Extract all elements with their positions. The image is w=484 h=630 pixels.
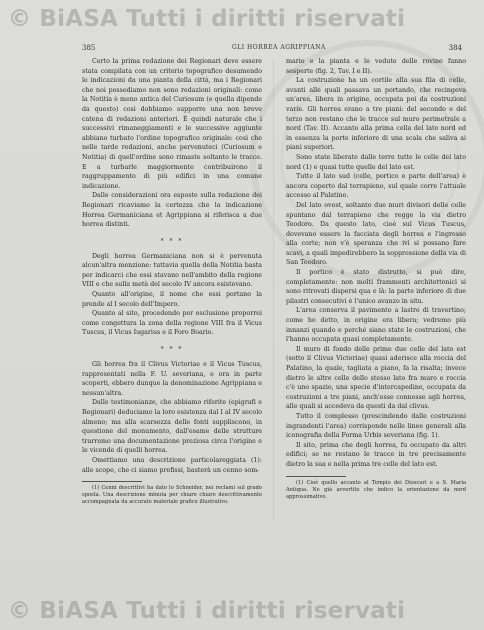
paragraph: Tutte il lato sud (celle, portico e parte dell'area) è ancora coperto dal terrapieno, sul quale corre l'attuale accesso al Palatino. bbox=[286, 173, 466, 200]
footnote-rule bbox=[286, 476, 346, 477]
right-column bbox=[286, 57, 466, 501]
paragraph: Certo la prima redazione dei Regionari deve essere stata compilata con un criterio topografico desumendo le indicazioni da una pianta della città, ma i Regionari che noi possediamo non sono redazioni originali: come la Notitia è meno antica del Curiosum (e quella dipende da questo) così dobbiamo supporre una non breve catena di redazioni anteriori. È quindi naturale che i successivi rimaneggiamenti e le successive aggiunte abbiano turbato l'ordine topografico originale: così che nelle tarde redazioni, anche pervenuteci (Curiosum e Notitia) di quell'ordine sono rimaste soltanto le tracce. E a turbarle maggiormente contribuirono il raggruppamento di più edifici in una comune indicazione. bbox=[82, 58, 262, 190]
paragraph: Quanto al sito, procedendo per esclusione proporrei come congettura la zona della regione VIII fra il Vicus Tuscus, il Vicus Iugarius e il Foro Boario. bbox=[82, 310, 262, 337]
running-title: GLI HORREA AGRIPPIANA bbox=[232, 44, 326, 51]
paragraph: Il portico è stato distrutto, si può dire, completamente: non molti frammenti architettonici si sono ritrovati dispersi qua e là: la parte inferiore di due pilastri consecutivi è l'unico avanzo in situ. bbox=[286, 269, 466, 305]
paragraph: Del lato ovest, soltanto due muri divisori delle celle spuntano dal terrapieno che regge la via dietro Teodoro. Da questo lato, cioè sul Vicus Tuscus, dovevano essere la facciata degli horrea e l'ingresso alla corte; non v'è speranza che ivi si possano fare scavi, a quali impedirebbero la soppressione della via di San Teodoro. bbox=[286, 201, 466, 267]
footnote: (1) Cioè quello accanto al Tempio dei Dioscuri e a S. Maria Antiqua. Ne già avvertito che indico la orientazione da nord approssimativo. bbox=[286, 479, 466, 500]
watermark-bottom: © BiASA Tutti i diritti riservati bbox=[8, 598, 406, 624]
watermark-top: © BiASA Tutti i diritti riservati bbox=[8, 6, 406, 32]
paragraph: Il muro di fondo delle prime due celle del lato est (sotto il Clivus Victoriae) quasi aderisce alla roccia del Palatino, la quale, tagliata a piano, fa la risalta; invece dietro le altre celle dello stesso lato fra muro e roccia c'è uno spazio, una specie d'intercapedine, occupata da costruzioni a tre piani, anch'esse connesse agli horrea, alle quali si accedeva da questi da dal clivus. bbox=[286, 345, 466, 411]
page-number-right: 384 bbox=[448, 44, 462, 52]
paragraph: La costruzione ha un cortile alla sua fila di celle, avanti alle quali passava un portando, che recingeva un'area, libera in origine, occupata poi da costruzioni varie. Gli horrea erano a tre piani: del secondo e del terzo non restano che le tracce sul muro perimetrale a nord (Tav. II). Accanto alla prima cella del lato nord ed in essenza la porte inferiore di una scala che saliva ai piani superiori. bbox=[286, 77, 466, 152]
left-column bbox=[82, 57, 262, 506]
paragraph: Degli horrea Germaniciana non si è pervenuta alcun'altra menzione: tuttavia quella della Notitia basta per indicarci che essi stavano nell'ambito della regione VIII e che sulla metà del secolo IV ancora esistevano. bbox=[82, 252, 262, 289]
section-separator: * * * bbox=[160, 346, 184, 354]
paragraph: Dalle testimonianze, che abbiamo riferite (epigrafi e Regionari) deduciamo la loro esistenza dal I al IV secolo almeno; ma alla scarsezza delle fonti suppliscono, in questione del monumento, dall'esame delle strutture trarremo una documentazione preziosa circa l'origine e le vicende di quelli horrea. bbox=[82, 399, 262, 455]
page-header bbox=[82, 44, 462, 56]
paragraph: Il sito, prima che degli horrea, fu occupato da altri edifici; se ne restano le tracce in tre precisamente dietro la sua e nella prima tre celle del lato est. bbox=[286, 441, 466, 468]
paragraph: L'area conserva il pavimento a lastre di travertino; come ho detto, in origine era libera; vedremo più innanzi quando e perché siano state le costruzioni, che l'hanno occupata quasi completamente. bbox=[286, 307, 466, 344]
footnote: (1) Cenni descrittivi ha dato lo Schneider, nei reclami sul grado sposta. Una descrizione minuta per chiaro chiaro descrittivamente accompagnata da accurato materiale grafico illustrativo. bbox=[82, 485, 262, 506]
paragraph: Dalle considerazioni ora esposte sulla redazione dei Regionari ricaviamo la certezza che la indicazione Horrea Germaniciana et Agrippiana si riferisca a due horrea distinti. bbox=[82, 192, 262, 229]
paragraph: Sono state liberate dalle terre tutte le celle del lato nord (1) e quasi tutte quelle del lato est. bbox=[286, 153, 466, 171]
paragraph: Gli horrea fra il Clivus Victoriae e il Vicus Tuscus, rappresentati nella F. U. severiana, e ora in parte scoperti, ebbero dunque la denominazione Agrippiana e nessun'altra. bbox=[82, 361, 262, 397]
paragraph: Omettiamo una descrizione particolareggiata (1): alle scope, che ci siamo prefissi, basterà un cenno som- bbox=[82, 456, 262, 474]
footnote-rule bbox=[82, 481, 142, 482]
paragraph: mario e la pianta e le vedute delle rovine fanno sesperte (fig. 2, Tav. I e II). bbox=[286, 58, 466, 75]
paragraph: Quanto all'origine, il nome che essi portano la prende al I secolo dell'Impero. bbox=[82, 291, 262, 308]
paragraph: Tutto il complesso (prescindendo dalle costruzioni ingrandenti l'area) corrisponde nelle linee generali alla iconografia della Forma Urbis severiana (fig. 1). bbox=[286, 412, 466, 440]
column-gutter bbox=[273, 60, 274, 520]
page-number-left: 385 bbox=[82, 44, 96, 52]
section-separator: * * * bbox=[160, 237, 184, 245]
